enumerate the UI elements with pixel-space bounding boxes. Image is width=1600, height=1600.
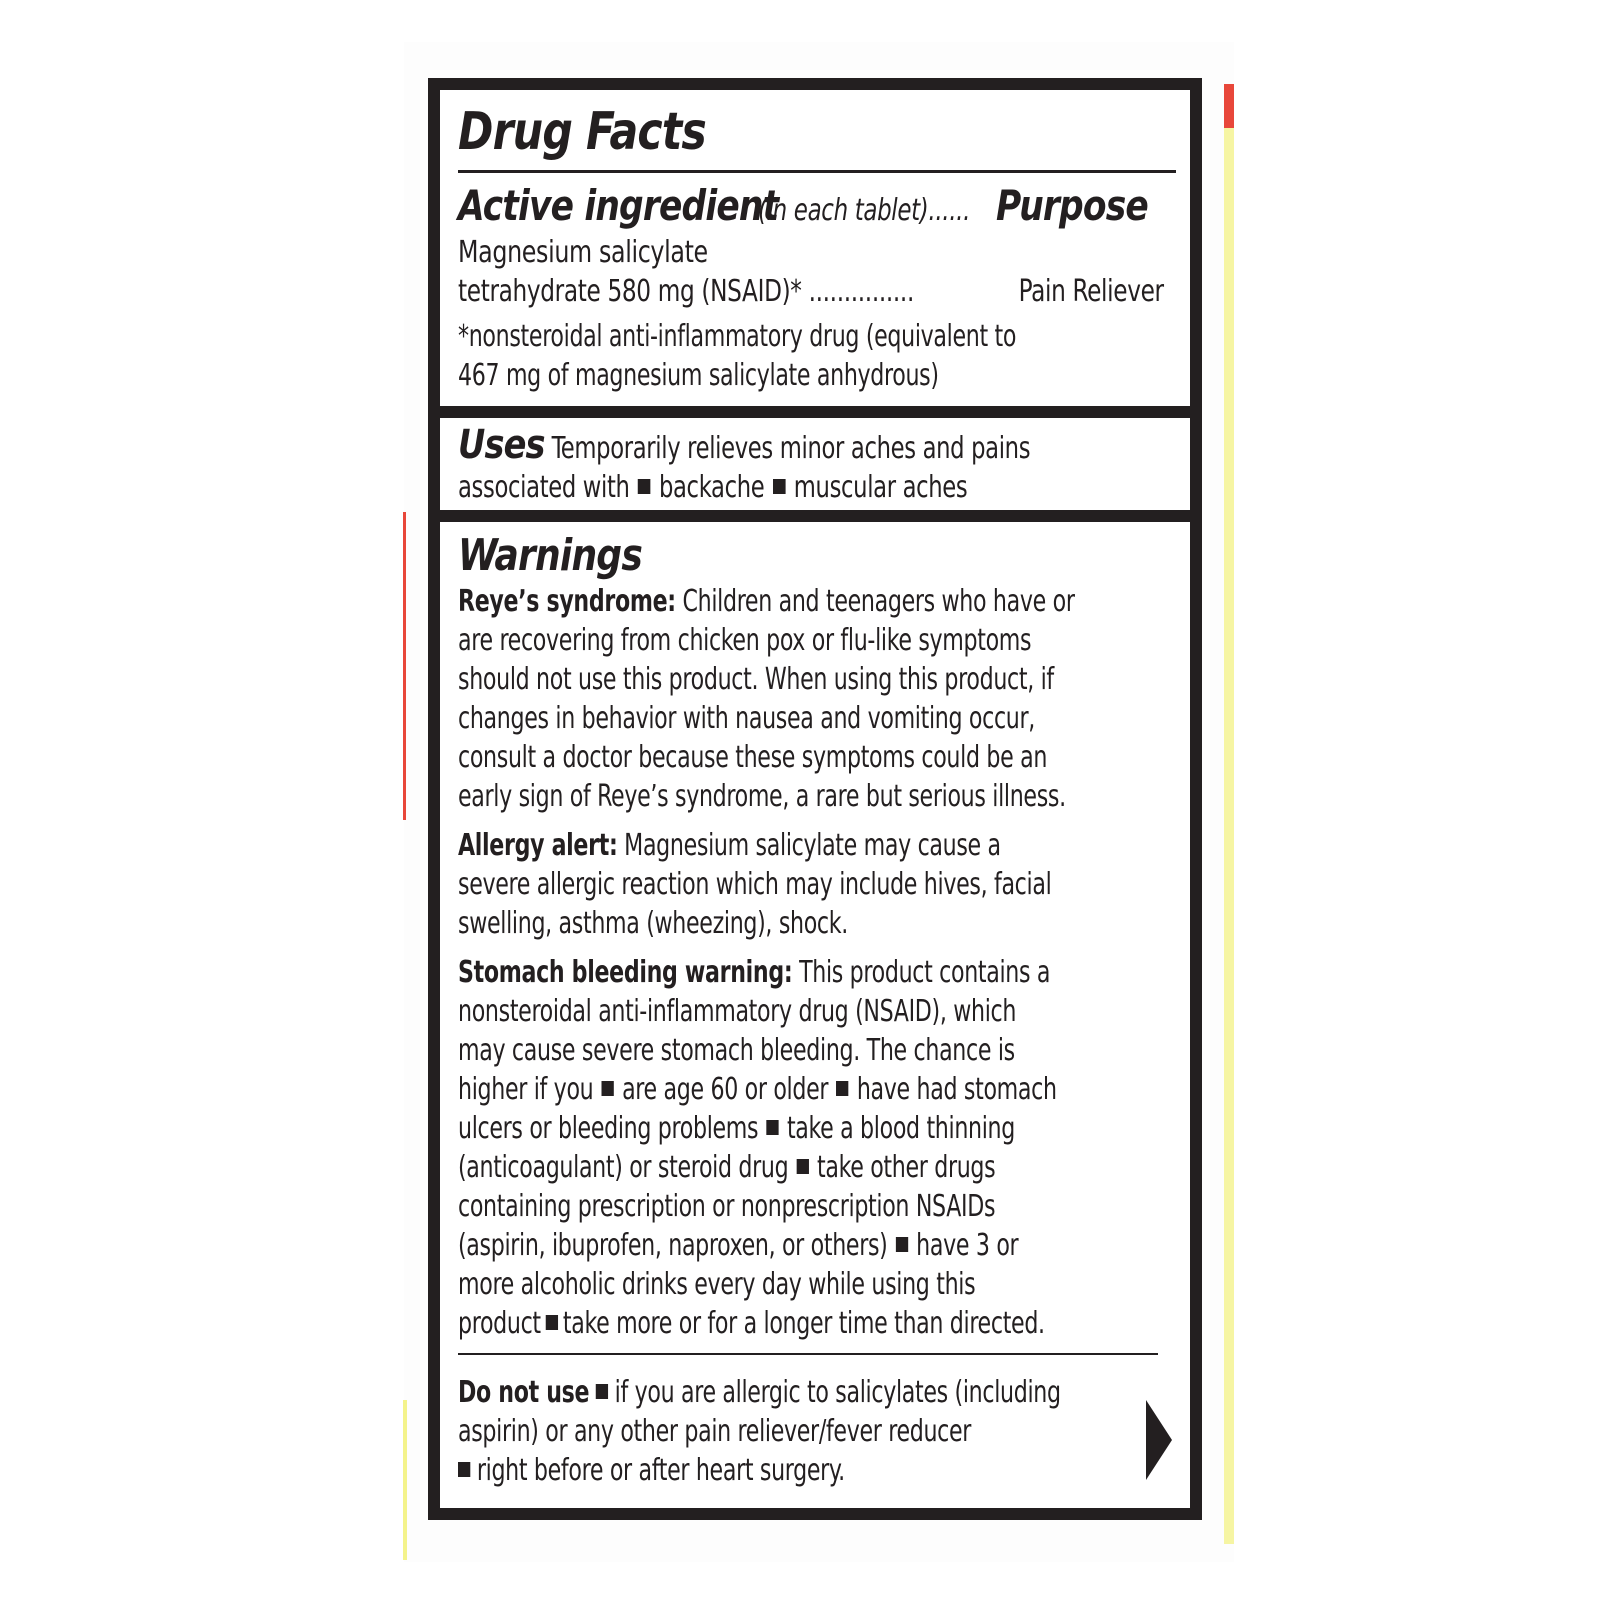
uses-line-2: associated with backache muscular aches: [458, 470, 968, 505]
bullet-square-icon: [596, 1384, 608, 1399]
bullet-square-icon: [797, 1159, 809, 1174]
ingredient-line-2: tetrahydrate 580 mg (NSAID)* ...............: [458, 274, 914, 309]
do-not-use-rule: [458, 1353, 1158, 1355]
warnings-heading: Warnings: [458, 530, 642, 581]
left-edge-yellow-stripe: [403, 1400, 407, 1560]
right-edge-yellow: [1224, 128, 1234, 1544]
uses-section: [440, 418, 1190, 510]
active-ingredient-header: [458, 181, 1172, 233]
right-edge-red: [1224, 84, 1234, 128]
reye-paragraph: Reye’s syndrome: Children and teenagers who have or are recovering from chicken pox or flu-like symptoms should not use this product. When using this product, if changes in behavior with nausea and vomiting occur, consult a doctor because these symptoms could be an early sign of Reye’s syndrome, a rare but serious illness.: [458, 584, 1075, 814]
bullet-square-icon: [458, 1462, 470, 1477]
continue-arrow-icon: [1146, 1400, 1172, 1480]
bullet-square-icon: [546, 1315, 558, 1330]
purpose-value: Pain Reliever: [1018, 274, 1164, 309]
title-rule: [458, 170, 1176, 173]
bullet-square-icon: [836, 1081, 848, 1096]
stomach-label: Stomach bleeding warning:: [458, 955, 793, 990]
bullet-square-icon: [602, 1081, 614, 1096]
warnings-section: [440, 522, 1190, 1508]
drug-facts-title: Drug Facts: [458, 102, 706, 162]
uses-heading: Uses: [458, 422, 545, 468]
do-not-use-paragraph: Do not use if you are allergic to salicylates (including aspirin) or any other pain reliever/fever reducer right before or after heart surgery.: [458, 1375, 1061, 1488]
footnote-line-2: 467 mg of magnesium salicylate anhydrous): [458, 358, 939, 393]
bullet-square-icon: [638, 479, 651, 494]
ingredient-line-1: Magnesium salicylate: [458, 235, 708, 270]
left-edge-red-stripe: [403, 512, 406, 820]
footnote-line-1: *nonsteroidal anti-inflammatory drug (equivalent to: [458, 319, 1017, 354]
ingredient-text: [458, 233, 1172, 395]
allergy-label: Allergy alert:: [458, 828, 618, 863]
bullet-square-icon: [773, 479, 786, 494]
active-ingredient-section: [440, 90, 1190, 406]
do-not-use-label: Do not use: [458, 1375, 590, 1410]
purpose-heading: Purpose: [996, 181, 1148, 230]
drug-facts-frame: [428, 78, 1202, 1520]
bullet-square-icon: [896, 1237, 908, 1252]
heading-note: (in each tablet)......: [758, 193, 971, 228]
allergy-paragraph: Allergy alert: Magnesium salicylate may cause a severe allergic reaction which may include hives, facial swelling, asthma (wheezing), shock.: [458, 828, 1052, 941]
reye-label: Reye’s syndrome:: [458, 584, 676, 619]
bullet-square-icon: [766, 1120, 778, 1135]
uses-line-1: Uses Temporarily relieves minor aches and pains: [458, 422, 1031, 468]
active-ingredient-heading: Active ingredient: [458, 181, 779, 230]
stomach-bleeding-paragraph: Stomach bleeding warning: This product contains a nonsteroidal anti-inflammatory drug (NSAID), which may cause severe stomach bleeding. The chance is higher if you are age 60 or older have had stomach ulcers or bleeding problems take a blood thinning (anticoagulant) or steroid drug take other drugs containing prescription or nonprescription NSAIDs (aspirin, ibuprofen, naproxen, or others) have 3 or more alcoholic drinks every day while using this product take more or for a longer time than directed.: [458, 955, 1057, 1341]
right-edge-stripe: [1224, 84, 1234, 1544]
